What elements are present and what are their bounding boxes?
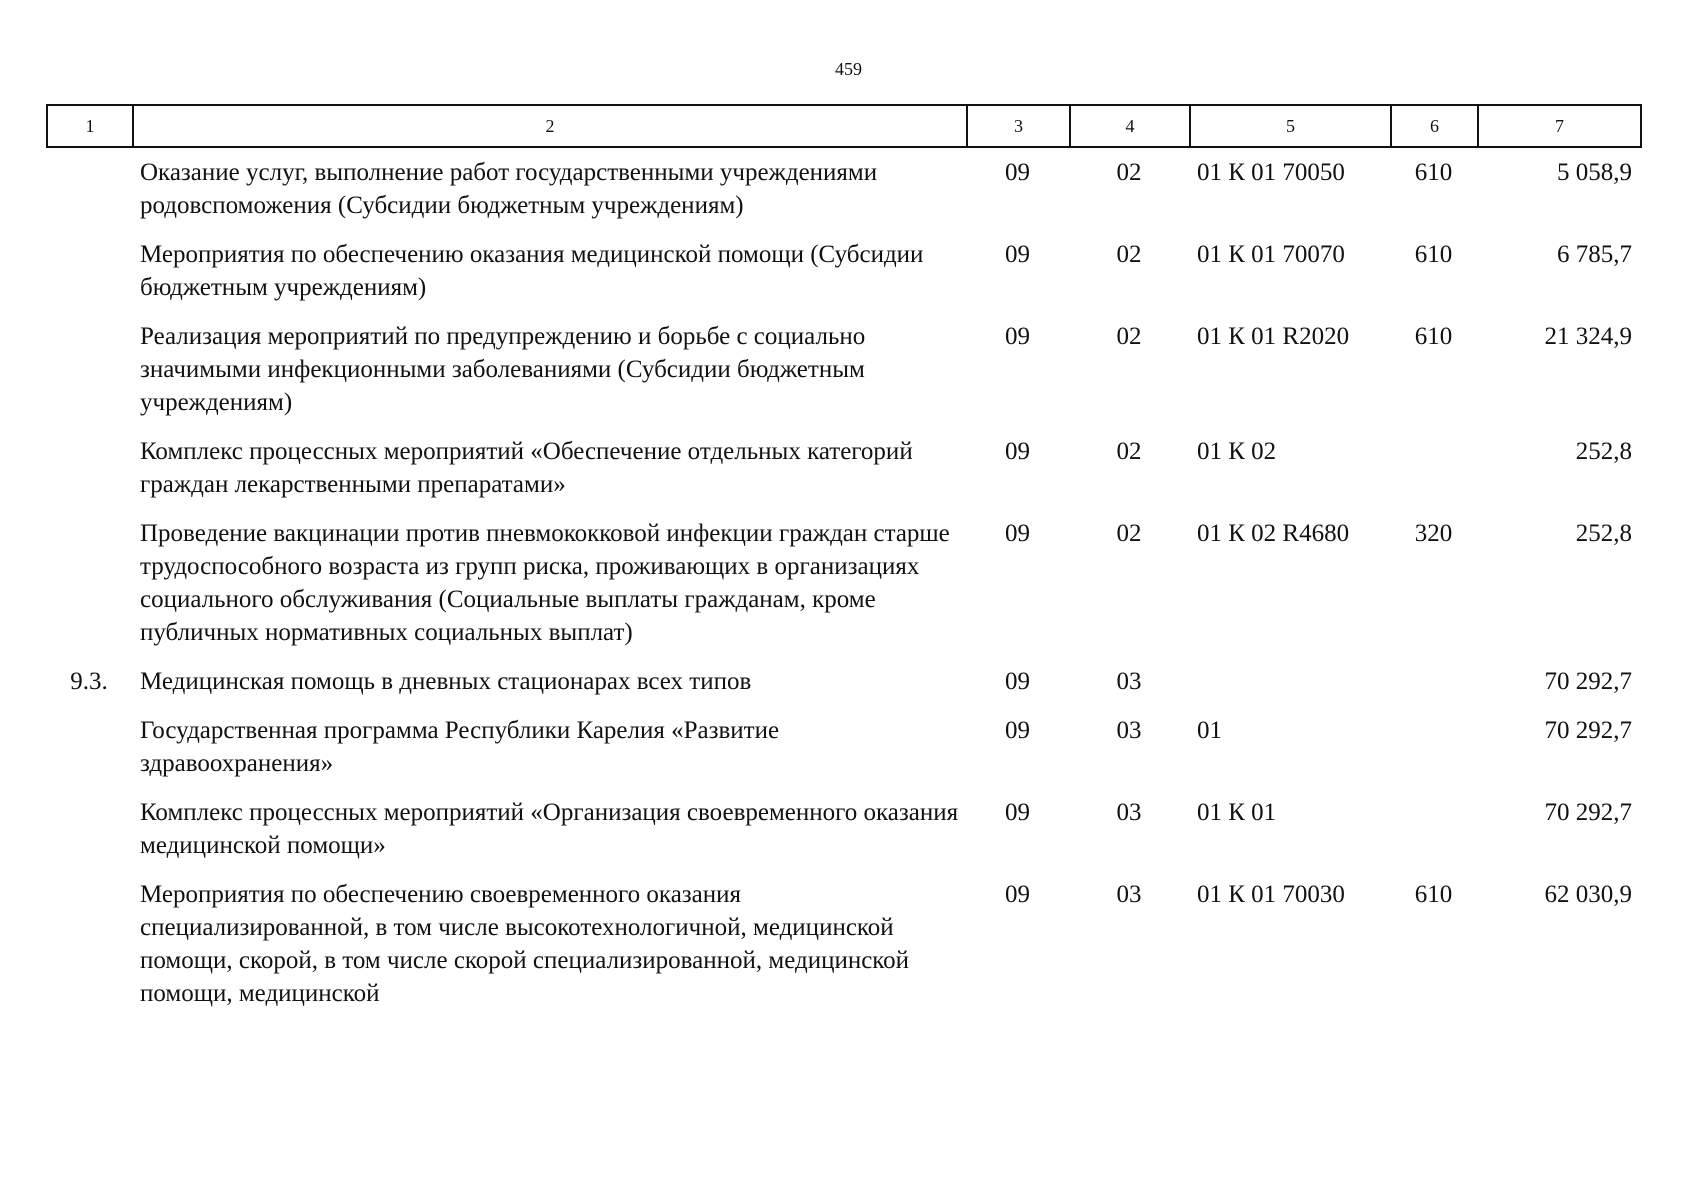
row-number bbox=[46, 156, 132, 238]
row-number bbox=[46, 517, 132, 665]
row-expense-type bbox=[1390, 714, 1477, 796]
row-section: 09 bbox=[1005, 159, 1030, 186]
header-cell-6: 6 bbox=[1391, 105, 1478, 147]
row-amount: 70 292,7 bbox=[1544, 799, 1632, 826]
row-number: 9.3. bbox=[70, 668, 108, 695]
table-row bbox=[46, 714, 1640, 796]
row-section: 09 bbox=[1005, 438, 1030, 465]
row-name: Комплекс процессных мероприятий «Обеспечение отдельных категорий граждан лекарственными препаратами» bbox=[140, 438, 913, 498]
page-number: 459 bbox=[835, 59, 862, 79]
row-amount: 252,8 bbox=[1575, 520, 1632, 547]
row-section: 09 bbox=[1005, 799, 1030, 826]
row-amount: 252,8 bbox=[1575, 438, 1632, 465]
table-row bbox=[46, 156, 1640, 238]
row-expense-type bbox=[1390, 796, 1477, 878]
row-number bbox=[46, 714, 132, 796]
row-target-article: 01 bbox=[1197, 717, 1222, 744]
table-row bbox=[46, 238, 1640, 320]
row-target-article: 01 К 01 70030 bbox=[1197, 881, 1345, 908]
row-amount: 5 058,9 bbox=[1557, 159, 1632, 186]
row-expense-type: 610 bbox=[1414, 323, 1453, 350]
table-row bbox=[46, 320, 1640, 435]
row-number bbox=[46, 238, 132, 320]
row-name: Оказание услуг, выполнение работ государственными учреждениями родовспоможения (Субсидии бюджетным учреждениям) bbox=[140, 159, 878, 219]
row-amount: 62 030,9 bbox=[1544, 881, 1632, 908]
header-row bbox=[47, 105, 1641, 147]
row-amount: 21 324,9 bbox=[1544, 323, 1632, 350]
row-name: Реализация мероприятий по предупреждению и борьбе с социально значимыми инфекционными заболеваниями (Субсидии бюджетным учреждениям) bbox=[140, 323, 866, 416]
row-number bbox=[46, 435, 132, 517]
row-expense-type: 610 bbox=[1414, 159, 1453, 186]
row-name: Мероприятия по обеспечению своевременного оказания специализированной, в том числе высокотехнологичной, медицинской помощи, скорой, в том числе скорой специализированной, медицинской помощи, медицинской bbox=[140, 881, 910, 1007]
budget-table bbox=[46, 156, 1640, 1026]
row-subsection: 03 bbox=[1116, 799, 1142, 826]
row-subsection: 03 bbox=[1116, 717, 1142, 744]
row-name: Государственная программа Республики Карелия «Развитие здравоохранения» bbox=[140, 717, 780, 777]
row-target-article: 01 К 01 70070 bbox=[1197, 241, 1345, 268]
row-subsection: 02 bbox=[1116, 159, 1142, 186]
table-row bbox=[46, 878, 1640, 1026]
row-number bbox=[46, 320, 132, 435]
row-amount: 70 292,7 bbox=[1544, 668, 1632, 695]
header-cell-1: 1 bbox=[47, 105, 133, 147]
table-row bbox=[46, 517, 1640, 665]
column-number-header bbox=[46, 104, 1642, 148]
row-target-article: 01 К 02 R4680 bbox=[1197, 520, 1350, 547]
row-name: Мероприятия по обеспечению оказания медицинской помощи (Субсидии бюджетным учреждениям) bbox=[140, 241, 924, 301]
row-subsection: 02 bbox=[1116, 520, 1142, 547]
row-name: Комплекс процессных мероприятий «Организация своевременного оказания медицинской помощи» bbox=[140, 799, 959, 859]
header-cell-3: 3 bbox=[967, 105, 1070, 147]
row-section: 09 bbox=[1005, 520, 1030, 547]
row-target-article bbox=[1189, 665, 1390, 714]
row-amount: 70 292,7 bbox=[1544, 717, 1632, 744]
row-expense-type bbox=[1390, 665, 1477, 714]
row-subsection: 03 bbox=[1116, 668, 1142, 695]
header-cell-5: 5 bbox=[1190, 105, 1391, 147]
header-cell-4: 4 bbox=[1070, 105, 1190, 147]
row-subsection: 02 bbox=[1116, 241, 1142, 268]
row-section: 09 bbox=[1005, 668, 1030, 695]
row-target-article: 01 К 01 70050 bbox=[1197, 159, 1345, 186]
row-section: 09 bbox=[1005, 717, 1030, 744]
row-section: 09 bbox=[1005, 241, 1030, 268]
row-target-article: 01 К 01 R2020 bbox=[1197, 323, 1350, 350]
row-expense-type bbox=[1390, 435, 1477, 517]
row-section: 09 bbox=[1005, 323, 1030, 350]
row-target-article: 01 К 02 bbox=[1197, 438, 1277, 465]
table-row bbox=[46, 435, 1640, 517]
table-row bbox=[46, 796, 1640, 878]
header-cell-2: 2 bbox=[133, 105, 967, 147]
table-row bbox=[46, 665, 1640, 714]
row-expense-type: 320 bbox=[1414, 520, 1453, 547]
row-name: Медицинская помощь в дневных стационарах всех типов bbox=[140, 668, 752, 695]
row-section: 09 bbox=[1005, 881, 1030, 908]
row-target-article: 01 К 01 bbox=[1197, 799, 1277, 826]
row-number bbox=[46, 796, 132, 878]
row-subsection: 02 bbox=[1116, 323, 1142, 350]
row-amount: 6 785,7 bbox=[1557, 241, 1632, 268]
row-number bbox=[46, 878, 132, 1026]
header-cell-7: 7 bbox=[1478, 105, 1641, 147]
row-subsection: 03 bbox=[1116, 881, 1142, 908]
row-name: Проведение вакцинации против пневмококковой инфекции граждан старше трудоспособного возраста из групп риска, проживающих в организациях социального обслуживания (Социальные выплаты гражданам, кроме публичных нормативных социальных выплат) bbox=[140, 520, 950, 646]
row-expense-type: 610 bbox=[1414, 241, 1453, 268]
row-subsection: 02 bbox=[1116, 438, 1142, 465]
row-expense-type: 610 bbox=[1414, 881, 1453, 908]
